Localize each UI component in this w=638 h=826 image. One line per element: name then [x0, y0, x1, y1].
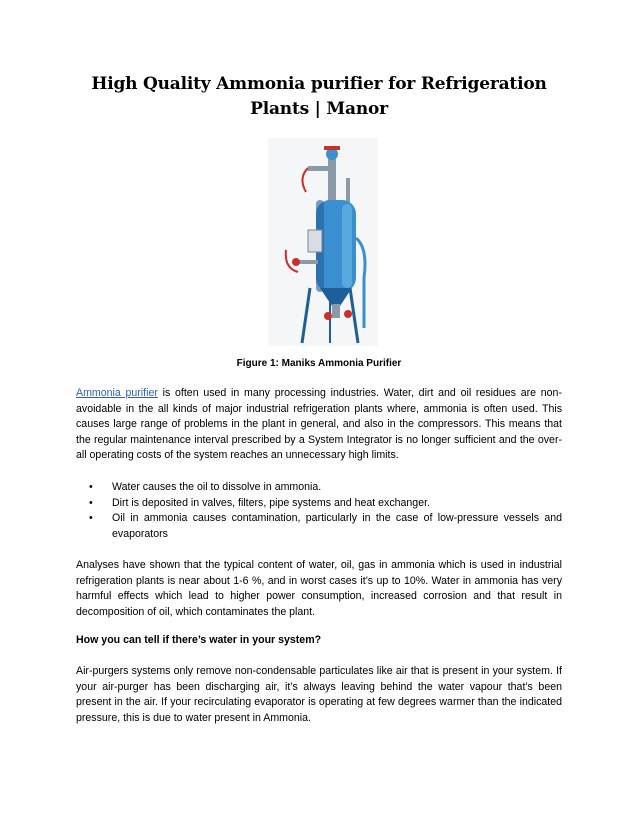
intro-paragraph — [76, 386, 562, 464]
figure-caption: Figure 1: Maniks Ammonia Purifier — [236, 358, 402, 369]
question-heading: How you can tell if there’s water in your system? — [76, 634, 322, 646]
list-item-text: Dirt is deposited in valves, filters, pipe systems and heat exchanger. — [112, 496, 430, 509]
document-title: High Quality Ammonia purifier for Refrigeration Plants | Manor — [91, 74, 547, 119]
list-item — [76, 496, 562, 512]
bullet-icon: • — [89, 481, 93, 493]
ammonia-purifier-figure — [268, 138, 378, 346]
bullet-icon: • — [89, 512, 93, 525]
list-item-text: Oil in ammonia causes contamination, particularly in the case of low-pressure vessels and evaporators — [112, 512, 562, 540]
list-item — [76, 480, 562, 496]
bullet-icon: • — [89, 496, 93, 509]
list-item — [76, 511, 562, 542]
ammonia-purifier-illustration — [268, 138, 378, 346]
list-item-text: Water causes the oil to dissolve in ammonia. — [112, 481, 322, 493]
problem-list — [76, 480, 562, 542]
ammonia-purifier-link[interactable]: Ammonia purifier — [76, 387, 158, 399]
analysis-paragraph: Analyses have shown that the typical content of water, oil, gas in ammonia which is used in industrial refrigeration plants is near about 1-6 %, and in worst cases it’s up to 10%. Water in ammonia has very harmful effects which lead to higher power consumption, increased corrosion and that result in decomposition of oil, which contaminates the plant. — [76, 559, 562, 618]
intro-text: is often used in many processing industries. Water, dirt and oil residues are non-avoidable in the all kinds of major industrial refrigeration plants where, ammonia is often used. This causes large range of problems in the plant in general, and also in the compressors. This means that the regular maintenance interval prescribed by a System Integrator is no longer sufficient and the over-all operating costs of the system reaches an unnecessary high limits. — [76, 387, 562, 462]
air-purgers-paragraph: Air-purgers systems only remove non-condensable particulates like air that is present in your system. If your air-purger has been discharging air, it’s always leaving behind the water vapour that’s been present in the air. If your recirculating evaporator is operating at few degrees warmer than the indicated pressure, this is due to water present in Ammonia. — [76, 665, 562, 724]
